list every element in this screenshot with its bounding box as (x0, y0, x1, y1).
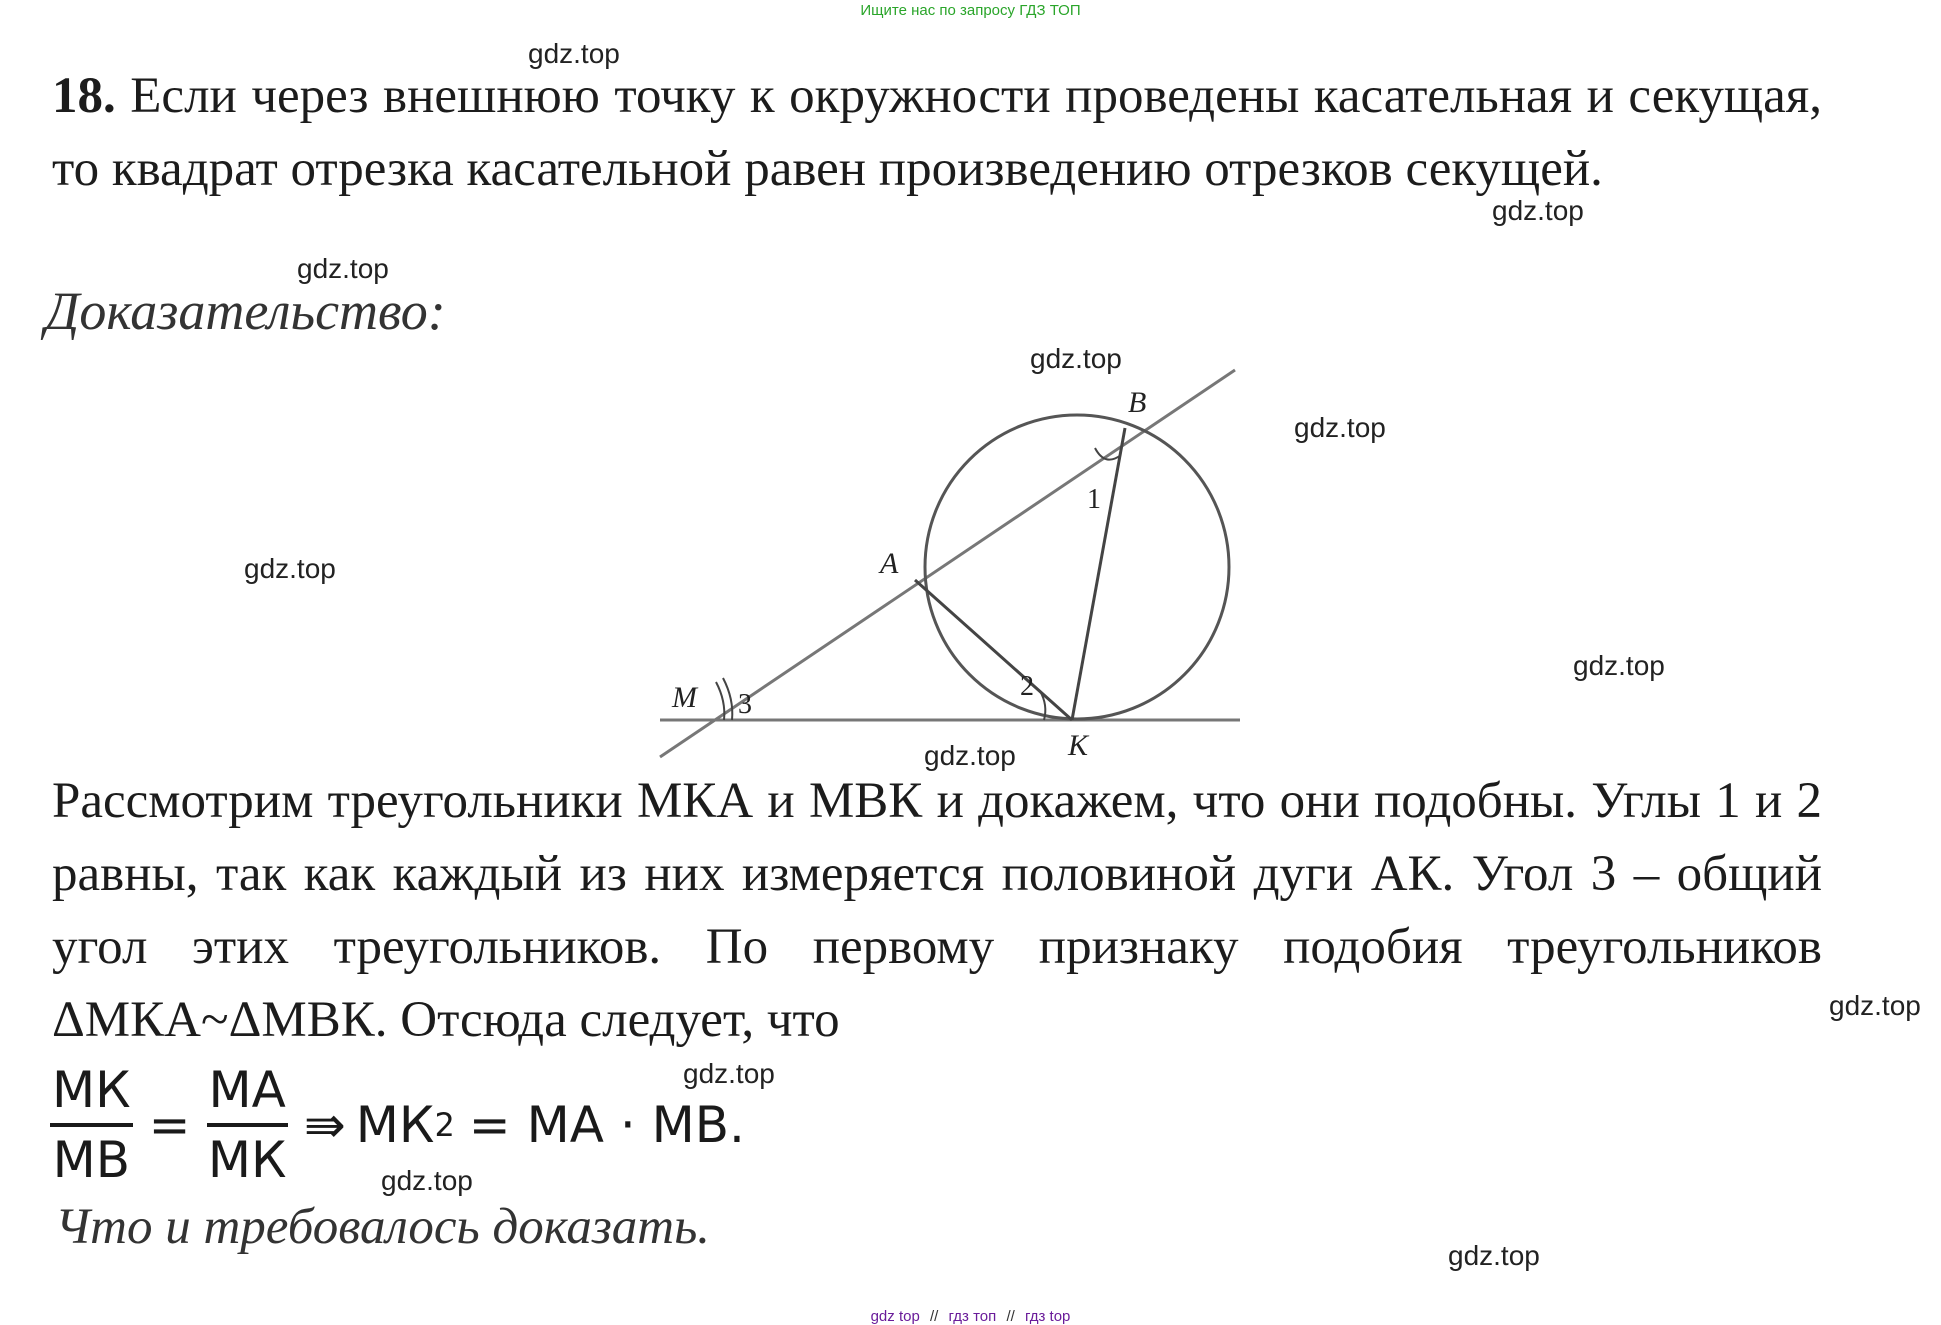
fraction-1 (50, 1063, 133, 1187)
watermark: gdz.top (528, 38, 620, 69)
watermark: gdz.top (1294, 412, 1386, 443)
label-m: M (672, 681, 697, 714)
theorem-statement (52, 60, 1822, 206)
geometry-diagram (650, 355, 1250, 775)
result-lhs: МК (355, 1096, 435, 1154)
watermark: gdz.top (1448, 1240, 1540, 1271)
top-banner[interactable]: Ищите нас по запросу ГДЗ ТОП (860, 2, 1081, 19)
theorem-text: Если через внешнюю точку к окружности проведены касательная и секущая, то квадрат отрезка касательной равен произведению отрезков секущей. (52, 68, 1822, 197)
fraction-2 (207, 1063, 288, 1187)
fraction-1-denominator: МВ (52, 1131, 131, 1189)
chord-ak (915, 580, 1072, 720)
watermark: gdz.top (1030, 343, 1122, 374)
label-angle-1: 1 (1087, 484, 1101, 515)
fraction-2-denominator: МК (207, 1131, 287, 1189)
result-rhs: = МА · МВ. (468, 1096, 745, 1154)
equals-sign: = (148, 1096, 191, 1154)
label-angle-3: 3 (738, 689, 752, 720)
proof-text: Рассмотрим треугольники МКА и МВК и докажем, что они подобны. Углы 1 и 2 равны, так как каждый из них измеряется половиной дуги АК. Угол 3 – общий угол этих треугольников. По первому признаку подобия треугольников ΔМКА~ΔМВК. Отсюда следует, что (52, 773, 1822, 1048)
circle (925, 415, 1229, 719)
label-b: B (1128, 386, 1147, 419)
label-a: A (880, 547, 899, 580)
footer-links (0, 1308, 1941, 1325)
watermark: gdz.top (244, 553, 336, 584)
watermark: gdz.top (683, 1058, 775, 1089)
watermark: gdz.top (924, 740, 1016, 771)
fraction-2-numerator: МА (207, 1063, 288, 1127)
implies-sign: ⇛ (303, 1096, 346, 1154)
watermark: gdz.top (297, 253, 389, 284)
footer-link-gdz-top-ru[interactable]: гдз топ (948, 1308, 997, 1325)
footer-link-gdz-top-mixed[interactable]: гдз top (1024, 1308, 1071, 1325)
label-angle-2: 2 (1020, 671, 1034, 702)
watermark: gdz.top (1492, 195, 1584, 226)
proof-title: Доказательство: (45, 281, 446, 341)
watermark: gdz.top (381, 1165, 473, 1196)
footer-separator: // (929, 1308, 939, 1325)
theorem-number: 18. (52, 68, 116, 124)
qed-text: Что и требовалось доказать. (55, 1199, 711, 1255)
watermark: gdz.top (1573, 650, 1665, 681)
footer-separator: // (1006, 1308, 1015, 1325)
fraction-1-numerator: МК (50, 1063, 133, 1127)
label-k: K (1068, 729, 1089, 762)
watermark: gdz.top (1829, 990, 1921, 1021)
chord-bk (1072, 428, 1125, 720)
footer-link-gdz-top[interactable]: gdz top (870, 1308, 920, 1325)
result-exponent: 2 (434, 1106, 455, 1144)
